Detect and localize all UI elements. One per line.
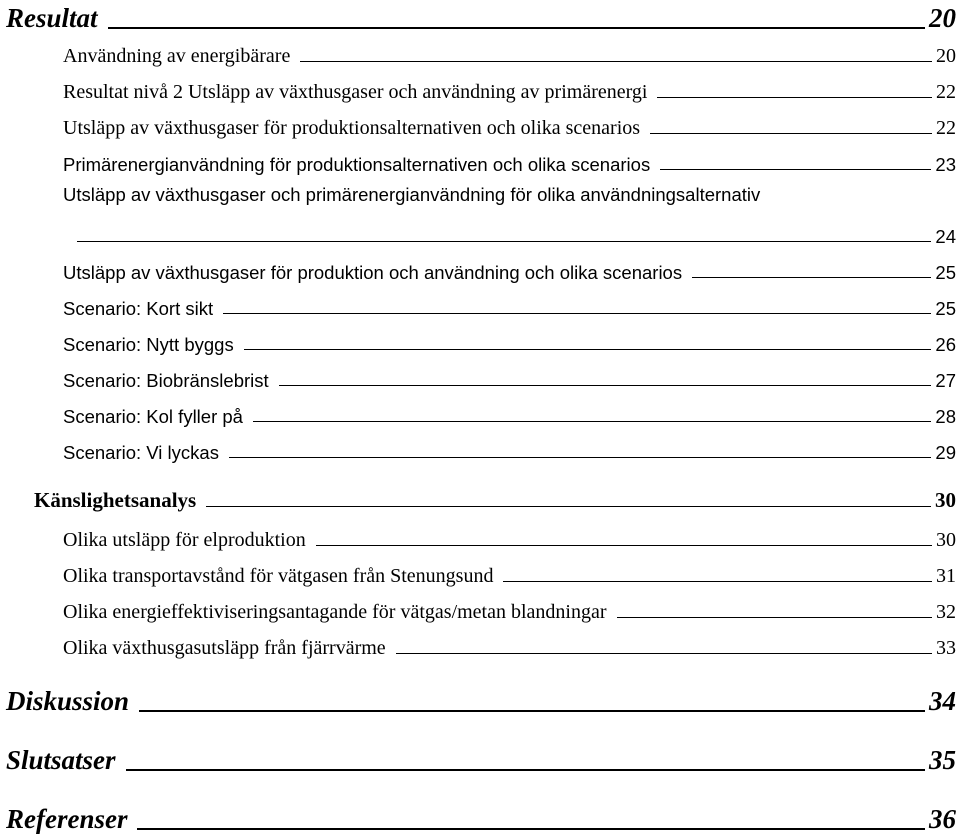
toc-entry-olika-utslapp-elproduktion[interactable] <box>63 522 956 552</box>
toc-entry-kanslighetsanalys[interactable] <box>34 483 956 513</box>
toc-entry-title: Utsläpp av växthusgaser för produktion och användning och olika scenarios <box>63 262 683 283</box>
toc-leader-line <box>660 169 931 170</box>
toc-entry-page: 28 <box>935 406 956 427</box>
toc-entry-scenario-biobranslebrist[interactable] <box>63 362 956 392</box>
toc-entry-page: 36 <box>929 804 956 834</box>
toc-entry-page: 30 <box>936 529 956 551</box>
toc-leader-line <box>206 506 931 507</box>
toc-leader-line <box>300 61 932 62</box>
toc-entry-title: Känslighetsanalys <box>34 488 197 512</box>
toc-entry-utslapp-produktion-anvandning[interactable] <box>63 254 956 284</box>
toc-leader-line <box>126 769 925 771</box>
toc-entry-title: Olika utsläpp för elproduktion <box>63 529 306 551</box>
toc-entry-anvandning-energibarare[interactable] <box>63 38 956 68</box>
toc-entry-title: Referenser <box>6 804 128 834</box>
toc-entry-page: 27 <box>935 370 956 391</box>
toc-leader-line <box>229 457 931 458</box>
toc-entry-page: 20 <box>929 3 956 33</box>
toc-entry-title: Scenario: Vi lyckas <box>63 442 219 463</box>
toc-leader-line <box>223 313 931 314</box>
toc-leader-line <box>650 133 932 134</box>
toc-entry-page: 22 <box>936 117 956 139</box>
toc-entry-scenario-vi-lyckas[interactable] <box>63 434 956 464</box>
toc-entry-page: 22 <box>936 81 956 103</box>
toc-entry-title: Olika transportavstånd för vätgasen från Stenungsund <box>63 565 494 587</box>
toc-entry-page: 26 <box>935 334 956 355</box>
toc-entry-page: 29 <box>935 442 956 463</box>
toc-leader-line <box>244 349 932 350</box>
toc-entry-page: 20 <box>936 45 956 67</box>
toc-entry-resultat-niva2[interactable] <box>63 74 956 104</box>
toc-entry-utslapp-anvandningsalt-title[interactable]: Utsläpp av växthusgaser och primärenergianvändning för olika användningsalternativ <box>63 184 761 205</box>
toc-entry-title: Resultat <box>6 3 98 33</box>
toc-leader-line <box>139 710 925 712</box>
toc-leader-line <box>137 828 925 830</box>
toc-leader-line <box>279 385 932 386</box>
toc-entry-page: 35 <box>929 745 956 775</box>
toc-entry-scenario-nytt-byggs[interactable] <box>63 326 956 356</box>
toc-entry-title: Scenario: Biobränslebrist <box>63 370 269 391</box>
toc-leader-line <box>316 545 932 546</box>
toc-entry-olika-vaxthusgasutslapp-fjarrvarme[interactable] <box>63 630 956 660</box>
toc-entry-page: 32 <box>936 601 956 623</box>
toc-entry-title: Olika växthusgasutsläpp från fjärrvärme <box>63 637 386 659</box>
toc-entry-scenario-kol-fyller-pa[interactable] <box>63 398 956 428</box>
toc-leader-line <box>108 27 925 29</box>
toc-entry-page: 34 <box>929 686 956 716</box>
toc-entry-title: Diskussion <box>6 686 130 716</box>
toc-entry-utslapp-anvandningsalt[interactable] <box>63 218 956 248</box>
toc-entry-title: Primärenergianvändning för produktionsalternativen och olika scenarios <box>63 154 651 175</box>
toc-leader-line <box>396 653 932 654</box>
toc-entry-primarenergi-produktionsalt[interactable] <box>63 146 956 176</box>
toc-entry-page: 23 <box>935 154 956 175</box>
toc-leader-line <box>692 277 931 278</box>
toc-entry-olika-energieffektivisering[interactable] <box>63 594 956 624</box>
toc-entry-page: 25 <box>935 262 956 283</box>
toc-entry-title: Utsläpp av växthusgaser för produktionsalternativen och olika scenarios <box>63 117 641 139</box>
toc-entry-title: Scenario: Kol fyller på <box>63 406 243 427</box>
toc-entry-title: Scenario: Kort sikt <box>63 298 214 319</box>
toc-leader-line <box>657 97 932 98</box>
toc-entry-utslapp-produktionsalt[interactable] <box>63 110 956 140</box>
toc-entry-scenario-kort-sikt[interactable] <box>63 290 956 320</box>
toc-leader-line <box>503 581 932 582</box>
toc-entry-page: 31 <box>936 565 956 587</box>
toc-entry-page: 24 <box>935 226 956 247</box>
toc-leader-line <box>77 241 931 242</box>
toc-entry-diskussion[interactable] <box>6 679 956 717</box>
toc-leader-line <box>253 421 931 422</box>
toc-entry-olika-transportavstand[interactable] <box>63 558 956 588</box>
toc-entry-title: Resultat nivå 2 Utsläpp av växthusgaser och användning av primärenergi <box>63 81 648 103</box>
toc-entry-title: Olika energieffektiviseringsantagande för vätgas/metan blandningar <box>63 601 607 623</box>
toc-entry-title: Slutsatser <box>6 745 116 775</box>
toc-entry-slutsatser[interactable] <box>6 738 956 776</box>
toc-leader-line <box>617 617 932 618</box>
toc-entry-page: 25 <box>935 298 956 319</box>
toc-entry-resultat[interactable] <box>6 0 956 34</box>
toc-entry-referenser[interactable] <box>6 797 956 835</box>
toc-entry-page: 30 <box>935 488 956 512</box>
toc-entry-page: 33 <box>936 637 956 659</box>
toc-entry-title: Scenario: Nytt byggs <box>63 334 234 355</box>
toc-entry-title: Användning av energibärare <box>63 45 291 67</box>
